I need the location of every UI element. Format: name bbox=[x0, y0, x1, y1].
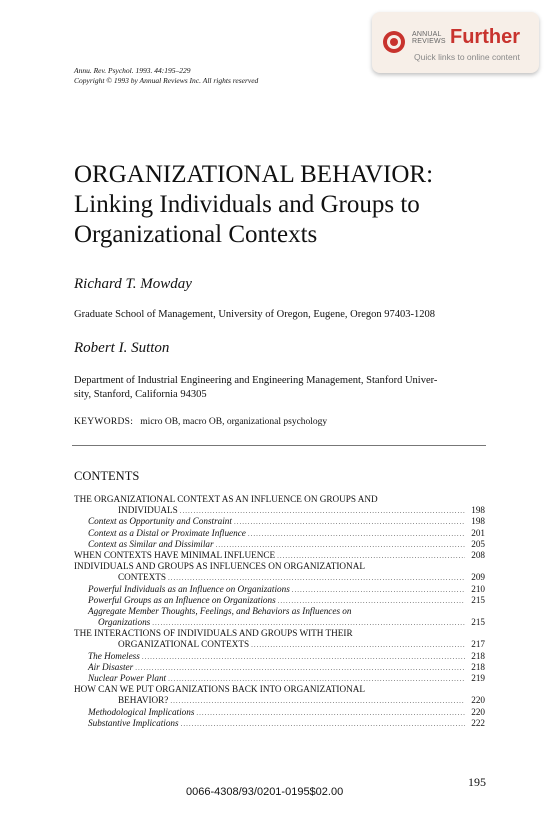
further-badge[interactable] bbox=[372, 12, 539, 73]
contents-heading: CONTENTS bbox=[74, 469, 140, 483]
author-affiliation: Department of Industrial Engineering and Engineering Management, Stanford Univer- sity, Stanford, California 94305 bbox=[74, 375, 438, 400]
toc-entry[interactable]: The Homeless ..... 218 bbox=[74, 651, 485, 662]
author-affiliation: Graduate School of Management, University of Oregon, Eugene, Oregon 97403-1208 bbox=[74, 309, 435, 320]
toc-entry[interactable]: Powerful Individuals as an Influence on Organizations ..... 210 bbox=[74, 584, 485, 595]
keywords bbox=[74, 417, 327, 427]
author-name: Richard T. Mowday bbox=[74, 276, 192, 292]
toc-entry[interactable]: Aggregate Member Thoughts, Feelings, and Behaviors as Influences on bbox=[88, 605, 352, 616]
table-of-contents bbox=[74, 494, 485, 729]
badge-subtitle: Quick links to online content bbox=[414, 52, 520, 62]
toc-entry[interactable]: Context as a Distal or Proximate Influence ..... 201 bbox=[74, 528, 485, 539]
toc-entry[interactable]: BEHAVIOR? ..... 220 bbox=[74, 695, 485, 706]
toc-entry[interactable]: ORGANIZATIONAL CONTEXTS ..... 217 bbox=[74, 639, 485, 650]
toc-entry[interactable]: Organizations ..... 215 bbox=[74, 617, 485, 628]
toc-entry[interactable]: INDIVIDUALS ..... 198 bbox=[74, 505, 485, 516]
keywords-label: KEYWORDS: bbox=[74, 417, 134, 427]
toc-entry[interactable]: WHEN CONTEXTS HAVE MINIMAL INFLUENCE ..... 208 bbox=[74, 550, 485, 561]
title-line: ORGANIZATIONAL BEHAVIOR: bbox=[74, 161, 434, 188]
title-line: Linking Individuals and Groups to bbox=[74, 191, 420, 218]
toc-entry[interactable]: HOW CAN WE PUT ORGANIZATIONS BACK INTO ORGANIZATIONAL bbox=[74, 684, 366, 695]
toc-entry[interactable]: Context as Opportunity and Constraint ..... 198 bbox=[74, 516, 485, 527]
toc-entry[interactable]: THE ORGANIZATIONAL CONTEXT AS AN INFLUENCE ON GROUPS AND bbox=[74, 494, 378, 504]
toc-entry[interactable]: CONTEXTS ..... 209 bbox=[74, 572, 485, 583]
toc-entry[interactable]: Nuclear Power Plant ..... 219 bbox=[74, 673, 485, 684]
toc-entry[interactable]: Methodological Implications ..... 220 bbox=[74, 707, 485, 718]
article-title bbox=[74, 160, 433, 250]
toc-entry[interactable]: Substantive Implications ..... 222 bbox=[74, 718, 485, 729]
annual-reviews-logo-icon bbox=[382, 30, 406, 54]
article-code: 0066-4308/93/0201-0195$02.00 bbox=[186, 786, 344, 798]
toc-entry[interactable]: INDIVIDUALS AND GROUPS AS INFLUENCES ON ORGANIZATIONAL bbox=[74, 561, 365, 572]
toc-entry[interactable]: Powerful Groups as an Influence on Organizations ..... 215 bbox=[74, 595, 485, 606]
badge-journal-name: ANNUAL REVIEWS bbox=[412, 31, 446, 45]
badge-title: Further bbox=[450, 26, 520, 48]
keywords-value: micro OB, macro OB, organizational psychology bbox=[140, 417, 328, 427]
divider bbox=[72, 445, 486, 446]
author-name: Robert I. Sutton bbox=[74, 340, 170, 356]
citation bbox=[74, 66, 258, 86]
title-line: Organizational Contexts bbox=[74, 221, 318, 248]
citation-line: Copyright © 1993 by Annual Reviews Inc. All rights reserved bbox=[74, 76, 259, 85]
citation-line: Annu. Rev. Psychol. 1993. 44:195–229 bbox=[74, 66, 191, 75]
page-number: 195 bbox=[468, 775, 486, 789]
toc-entry[interactable]: Context as Similar and Dissimilar ..... 205 bbox=[74, 539, 485, 550]
toc-entry[interactable]: Air Disaster ..... 218 bbox=[74, 662, 485, 673]
toc-entry[interactable]: THE INTERACTIONS OF INDIVIDUALS AND GROUPS WITH THEIR bbox=[74, 628, 353, 639]
